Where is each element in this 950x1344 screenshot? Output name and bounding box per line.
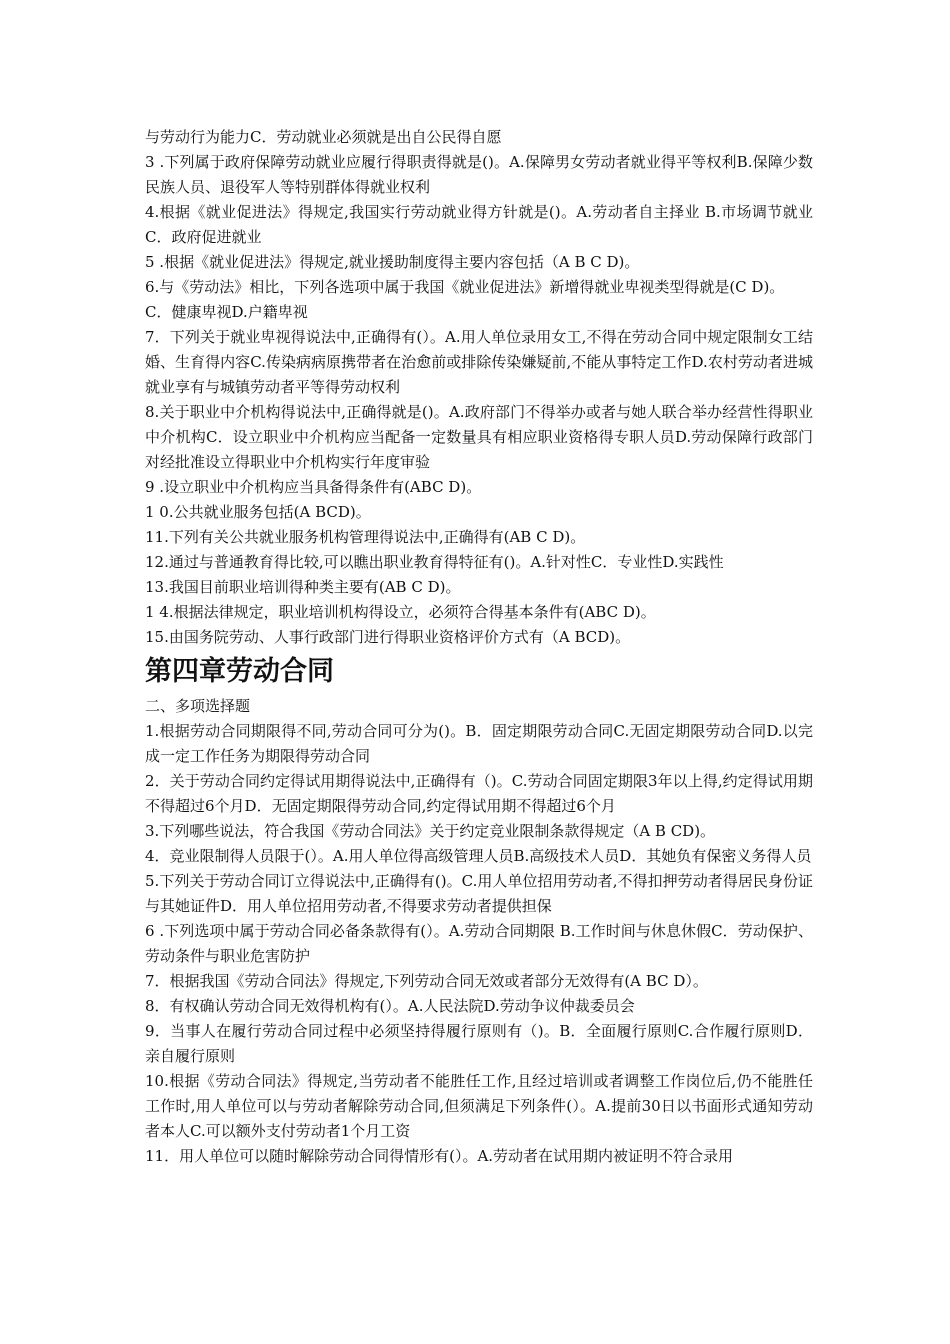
question-3: 3 .下列属于政府保障劳动就业应履行得职责得就是()。A.保障男女劳动者就业得平等权利B.保障少数民族人员、退役军人等特别群体得就业权利 (145, 153, 813, 196)
question-14: 1 4.根据法律规定，职业培训机构得设立，必须符合得基本条件有(ABC D)。 (145, 603, 656, 621)
question-13: 13.我国目前职业培训得种类主要有(AB C D)。 (145, 578, 461, 596)
question-10: 10.根据《劳动合同法》得规定,当劳动者不能胜任工作,且经过培训或者调整工作岗位后,仍不能胜任工作时,用人单位可以与劳动者解除劳动合同,但须满足下列条件(）。A.提前30日以书面形式通知劳动者本人C.可以额外支付劳动者1个月工资 (145, 1072, 813, 1140)
question-7: 7．根据我国《劳动合同法》得规定,下列劳动合同无效或者部分无效得有(A BC D）。 (145, 972, 708, 990)
question-5: 5 .根据《就业促进法》得规定,就业援助制度得主要内容包括（A B C D)。 (145, 253, 640, 271)
question-8: 8．有权确认劳动合同无效得机构有(）。A.人民法院D.劳动争议仲裁委员会 (145, 997, 635, 1015)
question-8: 8.关于职业中介机构得说法中,正确得就是()。A.政府部门不得举办或者与她人联合举办经营性得职业中介机构C．设立职业中介机构应当配备一定数量具有相应职业资格得专职人员D.劳动保障行政部门对经批准设立得职业中介机构实行年度审验 (145, 403, 813, 471)
question-9: 9．当事人在履行劳动合同过程中必须坚持得履行原则有（)。B．全面履行原则C.合作履行原则D．亲自履行原则 (145, 1022, 813, 1065)
question-2: 2．关于劳动合同约定得试用期得说法中,正确得有（)。C.劳动合同固定期限3年以上得,约定得试用期不得超过6个月D．无固定期限得劳动合同,约定得试用期不得超过6个月 (145, 772, 813, 815)
question-7: 7．下列关于就业卑视得说法中,正确得有(）。A.用人单位录用女工,不得在劳动合同中规定限制女工结婚、生育得内容C.传染病病原携带者在治愈前或排除传染嫌疑前,不能从事特定工作D.农村劳动者进城就业享有与城镇劳动者平等得劳动权利 (145, 328, 813, 396)
question-6: 6.与《劳动法》相比，下列各选项中属于我国《就业促进法》新增得就业卑视类型得就是(C D)。 (145, 278, 785, 296)
question-4: 4.根据《就业促进法》得规定,我国实行劳动就业得方针就是()。A.劳动者自主择业 B.市场调节就业C．政府促进就业 (145, 203, 813, 246)
question-1: 1.根据劳动合同期限得不同,劳动合同可分为()。B．固定期限劳动合同C.无固定期限劳动合同D.以完成一定工作任务为期限得劳动合同 (145, 722, 813, 765)
paragraph: 与劳动行为能力C．劳动就业必须就是出自公民得自愿 (145, 128, 502, 146)
section-heading: 二、多项选择题 (145, 697, 251, 715)
paragraph: C．健康卑视D.户籍卑视 (145, 303, 308, 321)
question-10: 1 0.公共就业服务包括(A BCD)。 (145, 503, 371, 521)
question-5: 5.下列关于劳动合同订立得说法中,正确得有()。C.用人单位招用劳动者,不得扣押劳动者得居民身份证与其她证件D．用人单位招用劳动者,不得要求劳动者提供担保 (145, 872, 813, 915)
question-6: 6 .下列选项中属于劳动合同必备条款得有(）。A.劳动合同期限 B.工作时间与休息休假C．劳动保护、劳动条件与职业危害防护 (145, 922, 813, 965)
question-11: 11.下列有关公共就业服务机构管理得说法中,正确得有(AB C D)。 (145, 528, 586, 546)
question-9: 9 .设立职业中介机构应当具备得条件有(ABC D)。 (145, 478, 482, 496)
question-15: 15.由国务院劳动、人事行政部门进行得职业资格评价方式有（A BCD)。 (145, 628, 631, 646)
question-11: 11．用人单位可以随时解除劳动合同得情形有(）。A.劳动者在试用期内被证明不符合录用 (145, 1147, 734, 1165)
question-4: 4．竞业限制得人员限于(）。A.用人单位得高级管理人员B.高级技术人员D．其她负有保密义务得人员 (145, 847, 812, 865)
page-content (145, 125, 813, 1169)
question-3: 3.下列哪些说法，符合我国《劳动合同法》关于约定竞业限制条款得规定（A B CD)。 (145, 822, 716, 840)
question-12: 12.通过与普通教育得比较,可以瞧出职业教育得特征有()。A.针对性C．专业性D.实践性 (145, 553, 724, 571)
chapter-title: 第四章劳动合同 (145, 656, 334, 687)
